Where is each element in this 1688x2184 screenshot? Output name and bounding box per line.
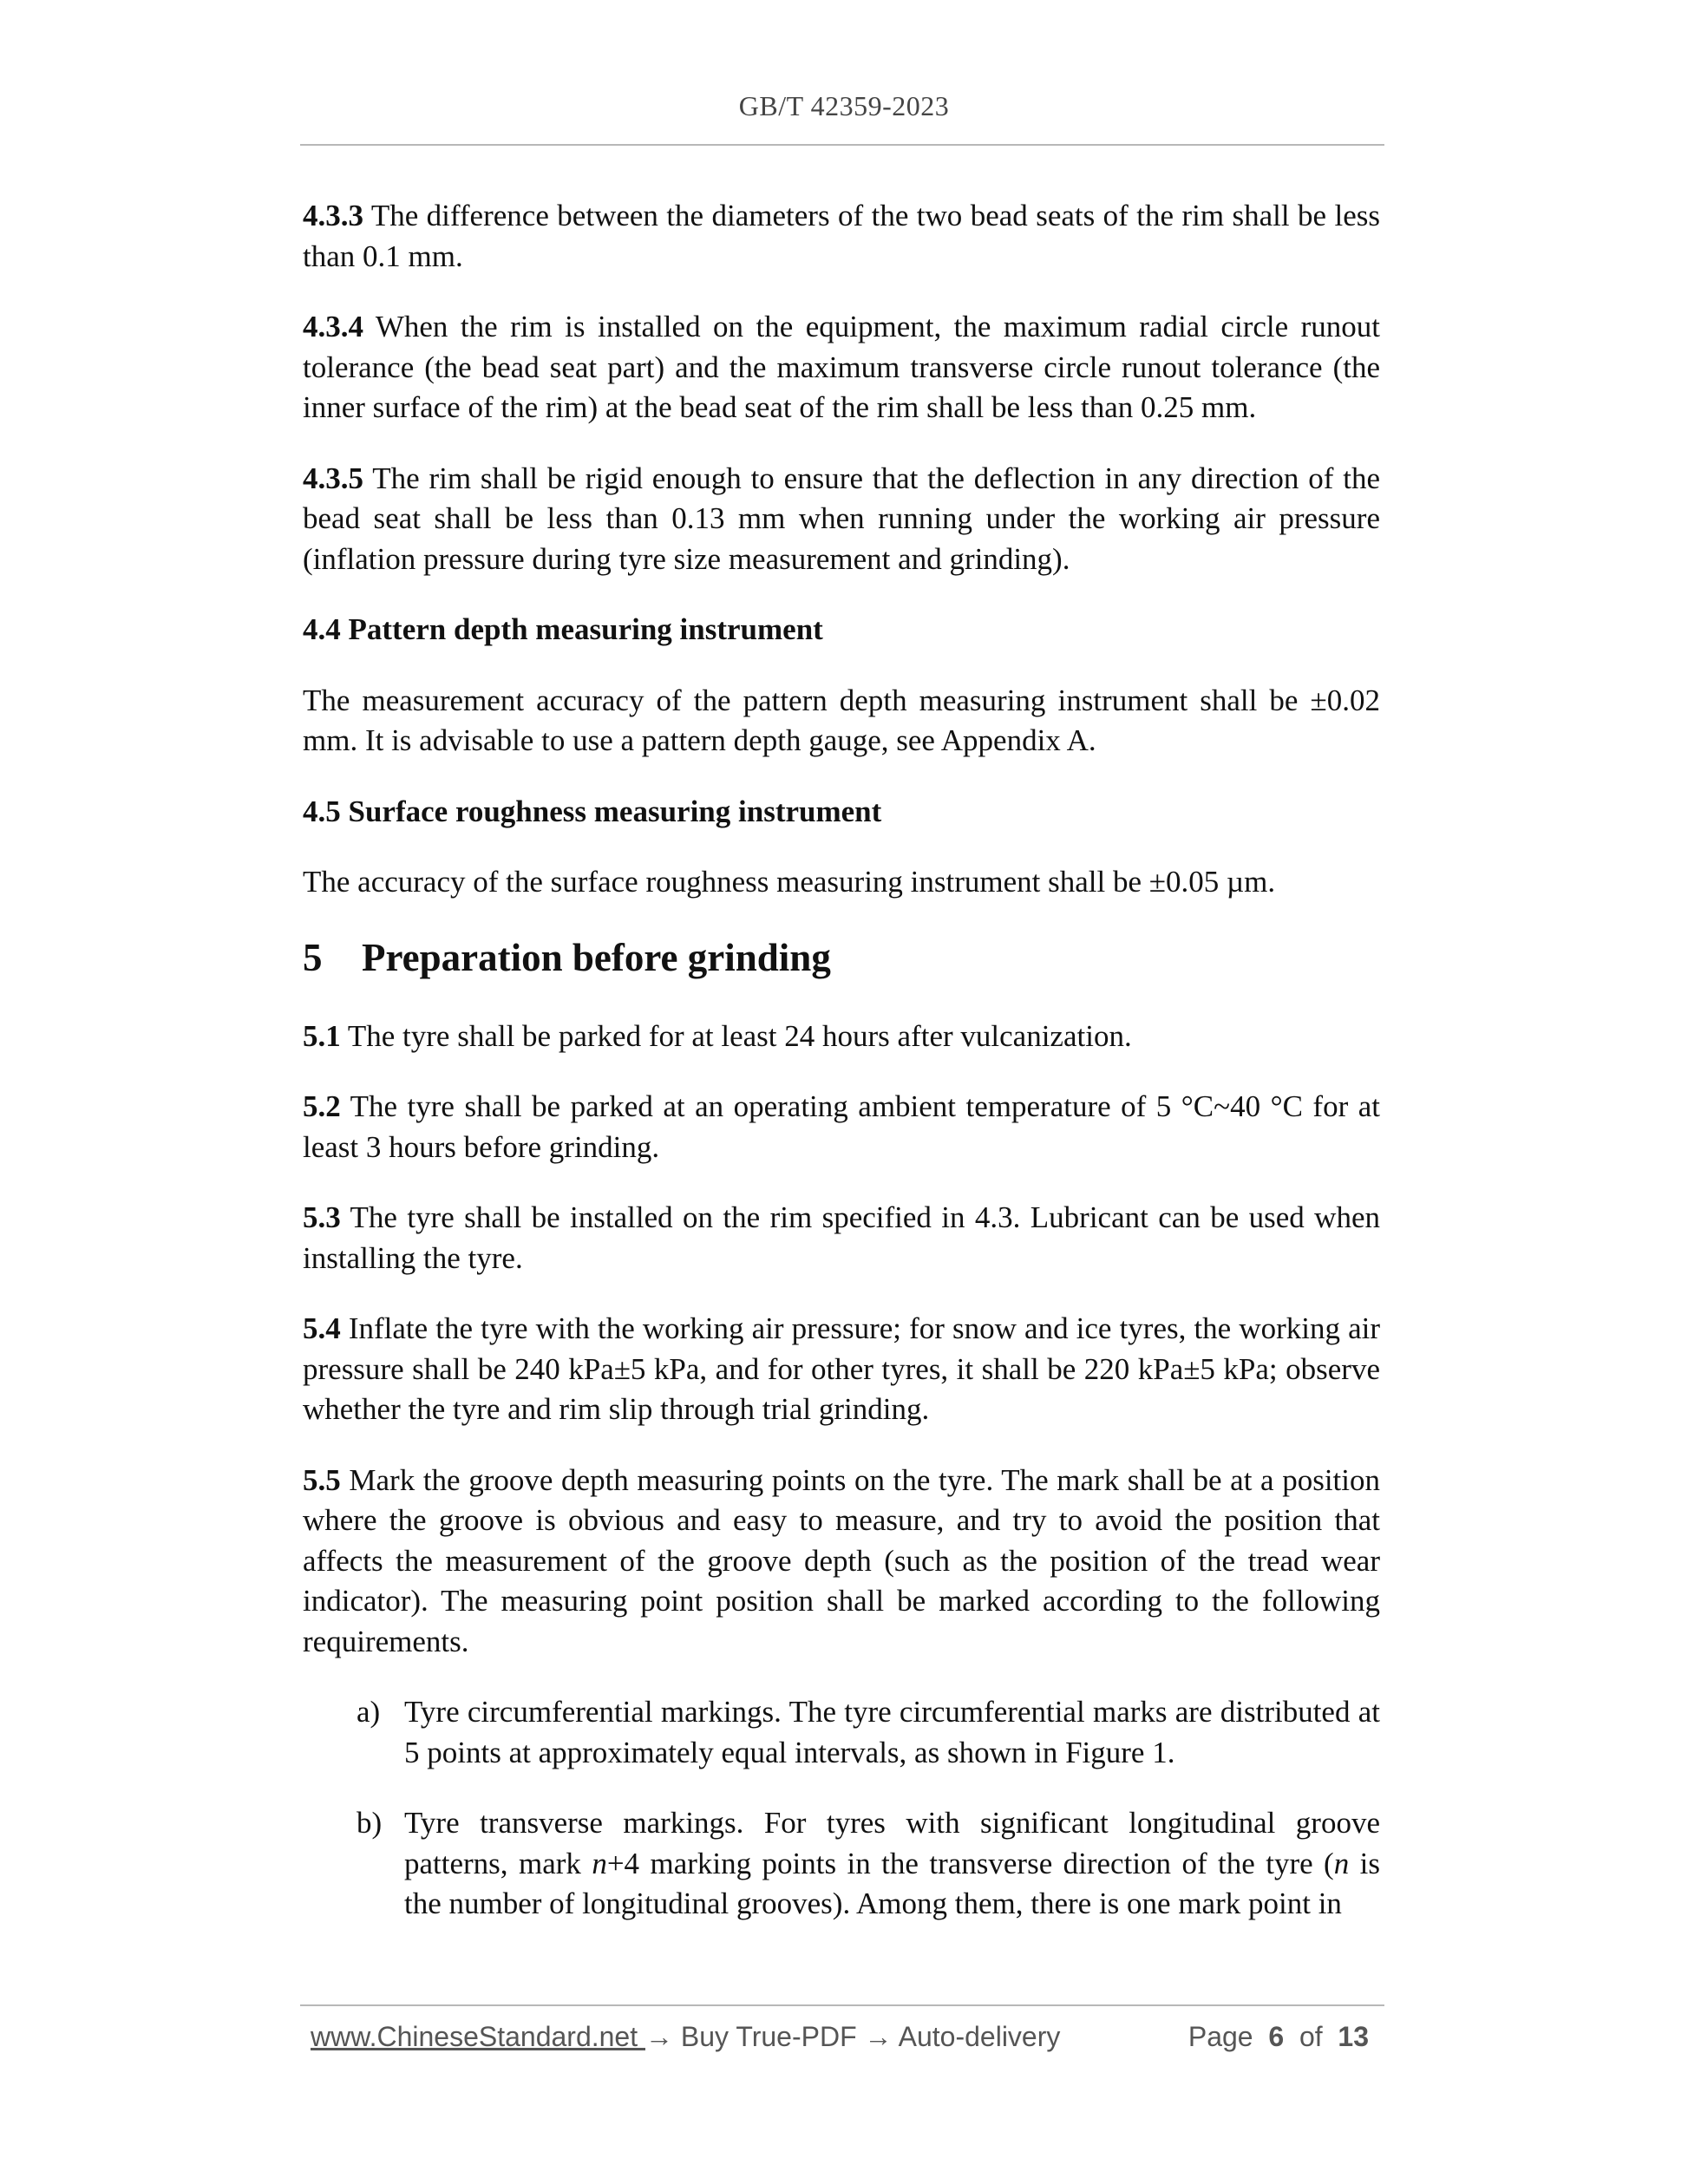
list-item-text-part1: Tyre transverse markings. For tyres with significant longitudinal groove patterns, mark (404, 1806, 1380, 1880)
variable-n: n (592, 1846, 607, 1880)
page-number (1188, 2021, 1369, 2053)
page-label: Page (1187, 2021, 1253, 2052)
page-content (303, 196, 1380, 1955)
clause-text: Inflate the tyre with the working air pressure; for snow and ice tyres, the working air pressure shall be 240 kPa±5 kPa, and for other tyres, it shall be 220 kPa±5 kPa; observe whether the tyre and rim slip through trial grinding. (303, 1311, 1381, 1426)
clause-text: The tyre shall be installed on the rim specified in 4.3. Lubricant can be used when installing the tyre. (303, 1200, 1380, 1275)
clause-4-3-4 (303, 307, 1380, 428)
clause-number: 4.3.4 (303, 310, 363, 343)
clause-number: 4.3.3 (303, 199, 363, 232)
list-item-text-part3: is the number of longitudinal grooves). Among them, there is one mark point in (404, 1846, 1380, 1920)
clause-5-2 (303, 1087, 1380, 1167)
website-link[interactable]: www.ChineseStandard.net (311, 2021, 645, 2052)
heading-5 (303, 933, 1380, 982)
clause-text: Mark the groove depth measuring points on the tyre. The mark shall be at a position where the groove is obvious and easy to measure, and try to avoid the position that affects the measurement of the groove depth (such as the position of the tread wear indicator). The measuring point position shall be marked according to the following requirements. (303, 1462, 1381, 1658)
marking-requirements-list (303, 1692, 1380, 1925)
page-of: of (1299, 2021, 1323, 2052)
footer-divider (300, 2004, 1384, 2006)
page-current: 6 (1268, 2021, 1285, 2052)
clause-number: 5.2 (303, 1089, 341, 1123)
clause-number: 5.5 (303, 1462, 341, 1497)
clause-5-4 (303, 1309, 1380, 1430)
footer-left (311, 2021, 1060, 2053)
clause-5-3 (303, 1198, 1380, 1278)
page-total: 13 (1338, 2021, 1369, 2052)
clause-text: The tyre shall be parked for at least 24 hours after vulcanization. (347, 1018, 1132, 1053)
header-standard-id: GB/T 42359-2023 (738, 90, 950, 121)
clause-5-1 (303, 1017, 1380, 1057)
list-item-text: Tyre circumferential markings. The tyre circumferential marks are distributed at 5 points at approximately equal intervals, as shown in Figure 1. (404, 1695, 1380, 1769)
clause-number: 5.3 (303, 1200, 341, 1234)
section-title: Preparation before grinding (362, 935, 831, 979)
clause-4-4-text: The measurement accuracy of the pattern depth measuring instrument shall be ±0.02 mm. It is advisable to use a pattern depth gauge, see Appendix A. (303, 683, 1380, 757)
list-marker: a) (357, 1695, 381, 1729)
clause-number: 5.4 (303, 1311, 341, 1345)
heading-4-4: 4.4 Pattern depth measuring instrument (303, 612, 823, 646)
list-marker: b) (357, 1806, 383, 1840)
clause-4-3-3 (303, 196, 1380, 277)
page-footer (311, 2021, 1379, 2061)
clause-text: The rim shall be rigid enough to ensure that the deflection in any direction of the bead seat shall be less than 0.13 mm when running under the working air pressure (inflation pressure during tyre size measurement and grinding). (303, 461, 1380, 576)
clause-5-5 (303, 1461, 1380, 1663)
header-divider (300, 144, 1384, 146)
list-item-a (303, 1692, 1380, 1773)
variable-n: n (1333, 1846, 1350, 1880)
list-item-b (303, 1803, 1380, 1925)
arrow-right-icon: → (645, 2021, 673, 2052)
arrow-right-icon: → (864, 2021, 893, 2052)
clause-text: When the rim is installed on the equipment, the maximum radial circle runout tolerance (the bead seat part) and the maximum transverse circle runout tolerance (the inner surface of the rim) at the bead seat of the rim shall be less than 0.25 mm. (303, 310, 1380, 424)
section-number: 5 (303, 935, 323, 979)
clause-number: 4.3.5 (303, 461, 363, 495)
clause-text: The tyre shall be parked at an operating ambient temperature of 5 °C~40 °C for at least 3 hours before grinding. (303, 1089, 1380, 1164)
clause-number: 5.1 (303, 1018, 341, 1053)
auto-delivery-text: Auto-delivery (892, 2021, 1061, 2052)
buy-true-pdf-text: Buy True-PDF (673, 2021, 865, 2052)
clause-4-3-5 (303, 459, 1380, 580)
clause-text: The difference between the diameters of the two bead seats of the rim shall be less than 0.1 mm. (303, 199, 1381, 273)
heading-4-5: 4.5 Surface roughness measuring instrument (303, 794, 882, 828)
list-item-text-part2: +4 marking points in the transverse direction of the tyre ( (606, 1846, 1334, 1880)
clause-4-5-text: The accuracy of the surface roughness measuring instrument shall be ±0.05 µm. (303, 865, 1276, 899)
